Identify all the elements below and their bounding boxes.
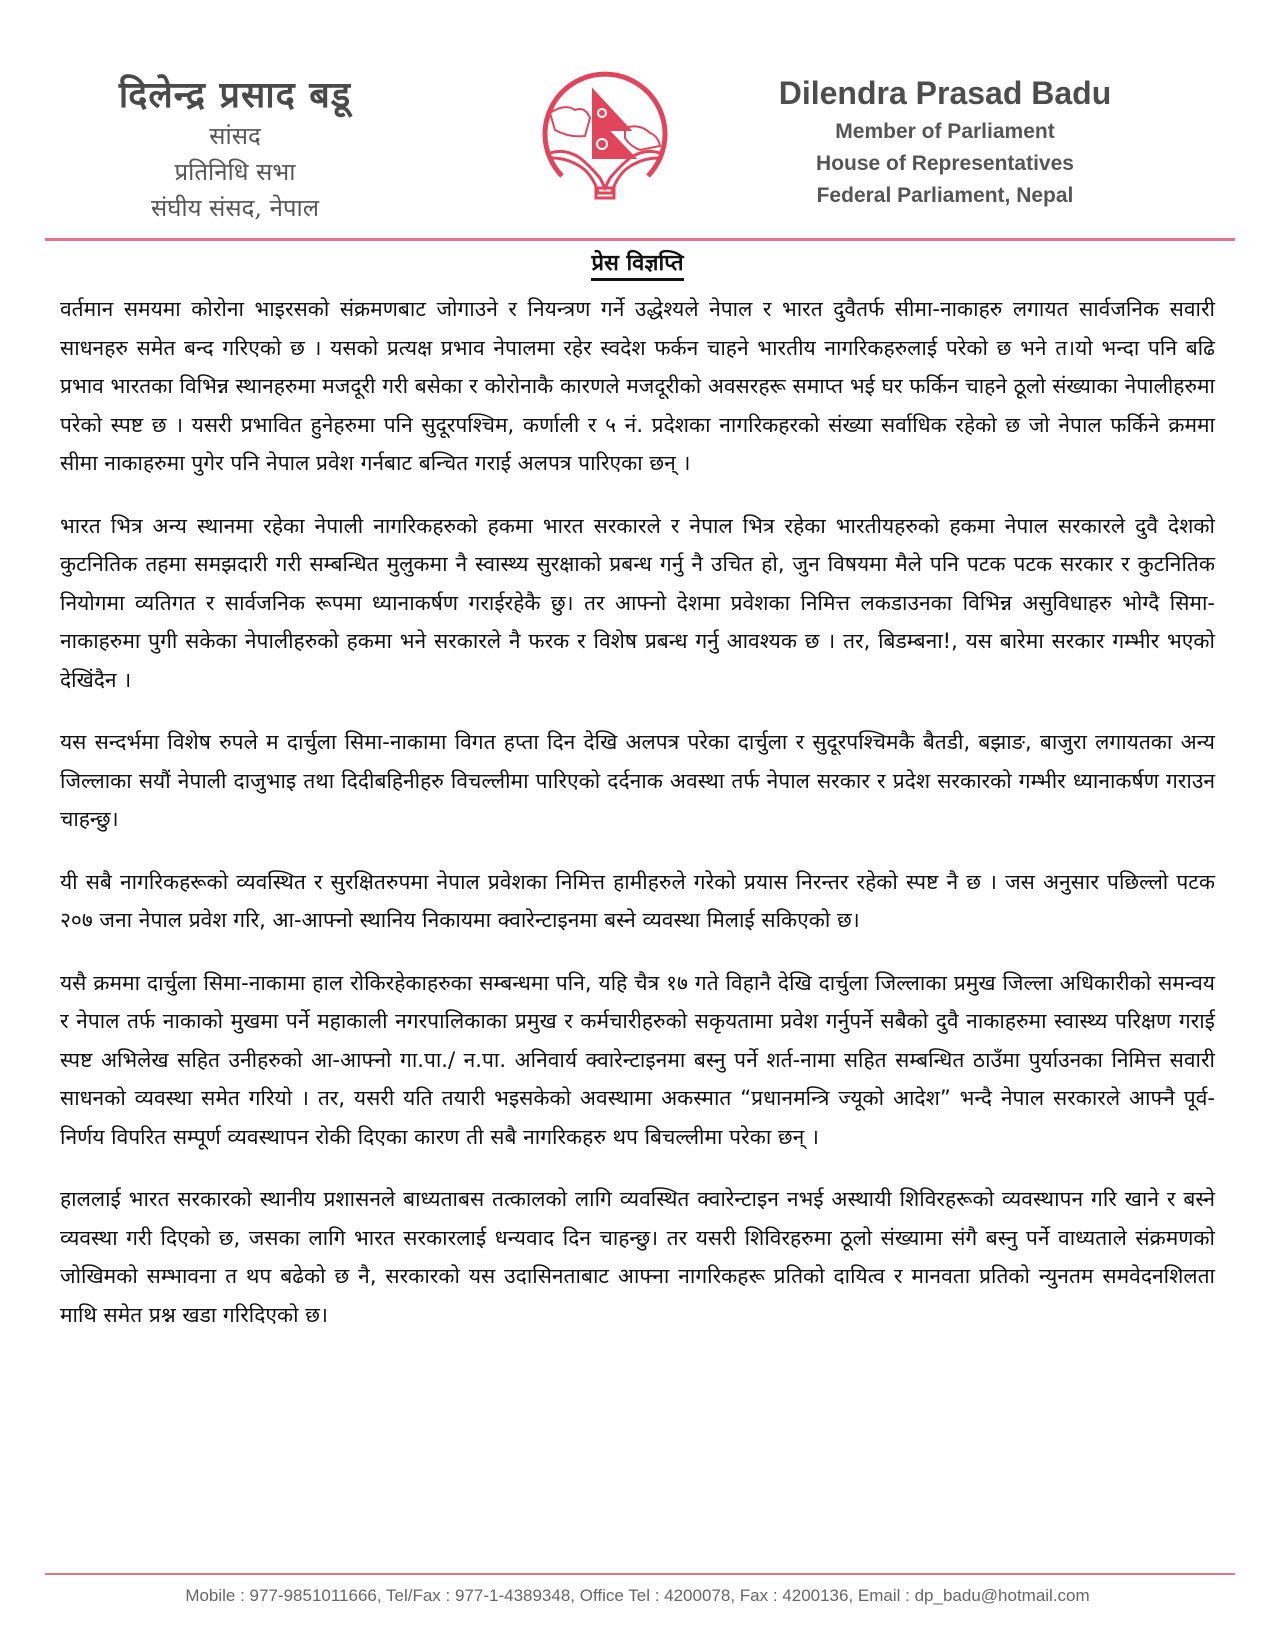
contact-footer: Mobile : 977-9851011666, Tel/Fax : 977-1-4389348, Office Tel : 4200078, Fax : 4200136, Email : dp_badu@hotmail.com <box>185 1586 1090 1605</box>
paragraph: वर्तमान समयमा कोरोना भाइरसको संक्रमणबाट जोगाउने र नियन्त्रण गर्ने उद्धेश्यले नेपाल र भारत दुवैतर्फ सीमा-नाकाहरु लगायत सार्वजनिक सवारी साधनहरु समेत बन्द गरिएको छ । यसको प्रत्यक्ष प्रभाव नेपालमा रहेर स्वदेश फर्कन चाहने भारतीय नागरिकहरुलाई परेको छ भने त।यो भन्दा पनि बढि प्रभाव भारतका विभिन्न स्थानहरुमा मजदूरी गरी बसेका र कोरोनाकै कारणले मजदूरीको अवसरहरू समाप्त भई घर फर्किन चाहने ठूलो संख्याका नेपालीहरुमा परेको स्पष्ट छ । यसरी प्रभावित हुनेहरुमा पनि सुदूरपश्चिम, कर्णाली र ५ नं. प्रदेशका नागरिकहरको संख्या सर्वाधिक रहेको छ जो नेपाल फर्किने क्रममा सीमा नाकाहरुमा पुगेर पनि नेपाल प्रवेश गर्नबाट बन्चित गराई अलपत्र पारिएका छन् । <box>60 297 1215 475</box>
header-divider <box>45 238 1235 241</box>
house-nepali: प्रतिनिधि सभा <box>174 158 296 186</box>
paragraph: भारत भित्र अन्य स्थानमा रहेका नेपाली नागरिकहरुको हकमा भारत सरकारले र नेपाल भित्र रहेका भारतीयहरुको हकमा नेपाल सरकारले दुवै देशको कुटनितिक तहमा समझदारी गरी सम्बन्धित मुलुकमा नै स्वास्थ्य सुरक्षाको प्रबन्ध गर्नु नै उचित हो, जुन विषयमा मैले पनि पटक पटक सरकार र कुटनितिक नियोगमा व्यतिगत र सार्वजनिक रूपमा ध्यानाकर्षण गराईरहेकै छु। तर आफ्नो देशमा प्रवेशका निमित्त लकडाउनका विभिन्न असुविधाहरु भोग्दै सिमा-नाकाहरुमा पुगी सकेका नेपालीहरुको हकमा भने सरकारले नै फरक र विशेष प्रबन्ध गर्नु आवश्यक छ । तर, बिडम्बना!, यस बारेमा सरकार गम्भीर भएको देखिंदैन । <box>60 513 1215 692</box>
house-english: House of Representatives <box>816 152 1074 175</box>
designation-nepali: सांसद <box>209 122 261 150</box>
letterhead-english <box>760 70 1130 212</box>
document-title <box>0 247 1275 277</box>
footer-divider <box>45 1573 1235 1575</box>
nepal-flag-hands-emblem-icon <box>530 58 680 208</box>
paragraph: हाललाई भारत सरकारको स्थानीय प्रशासनले बाध्यताबस तत्कालको लागि व्यवस्थित क्वारेन्टाइन नभई अस्थायी शिविरहरूको व्यवस्थापन गरि खाने र बस्ने व्यवस्था गरी दिएको छ, जसका लागि भारत सरकारलाई धन्यवाद दिन चाहन्छु। तर यसरी शिविरहरुमा ठूलो संख्यामा संगै बस्नु पर्ने वाध्यताले संक्रमणको जोखिमको सम्भावना त थप बढेको छ नै, सरकारको यस उदासिनताबाट आफ्ना नागरिकहरू प्रतिको दायित्व र मानवता प्रतिको न्युनतम समवेदनशिलता माथि समेत प्रश्न खडा गरिदिएको छ। <box>60 1187 1215 1327</box>
press-release-heading: प्रेस विज्ञप्ति <box>591 251 683 281</box>
parliament-english: Federal Parliament, Nepal <box>816 184 1074 207</box>
paragraph: यी सबै नागरिकहरूको व्यवस्थित र सुरक्षितरुपमा नेपाल प्रवेशका निमित्त हामीहरुले गरेको प्रयास निरन्तर रहेको स्पष्ट नै छ । जस अनुसार पछिल्लो पटक २०७ जना नेपाल प्रवेश गरि, आ-आफ्नो स्थानिय निकायमा क्वारेन्टाइनमा बस्ने व्यवस्था मिलाई सकिएको छ। <box>60 869 1215 932</box>
parliament-nepali: संघीय संसद, नेपाल <box>150 194 320 222</box>
letterhead-nepali <box>85 72 385 226</box>
paragraph: यस सन्दर्भमा विशेष रुपले म दार्चुला सिमा-नाकामा विगत हप्ता दिन देखि अलपत्र परेका दार्चुला र सुदूरपश्चिमकै बैतडी, बझाङ, बाजुरा लगायतका अन्य जिल्लाका सयौं नेपाली दाजुभाइ तथा दिदीबहिनीहरु विचल्लीमा पारिएको दर्दनाक अवस्था तर्फ नेपाल सरकार र प्रदेश सरकारको गम्भीर ध्यानाकर्षण गराउन चाहन्छु। <box>60 730 1215 831</box>
mp-name-nepali: दिलेन्द्र प्रसाद बडू <box>118 74 352 116</box>
mp-name-english: Dilendra Prasad Badu <box>778 75 1112 111</box>
paragraph: यसै क्रममा दार्चुला सिमा-नाकामा हाल रोकिरहेकाहरुका सम्बन्धमा पनि, यहि चैत्र १७ गते विहानै देखि दार्चुला जिल्लाका प्रमुख जिल्ला अधिकारीको समन्वय र नेपाल तर्फ नाकाको मुखमा पर्ने महाकाली नगरपालिकाका प्रमुख र कर्मचारीहरुको सकृयतामा प्रवेश गर्नुपर्ने सबैको दुवै नाकाहरुमा स्वास्थ्य परिक्षण गराई स्पष्ट अभिलेख सहित उनीहरुको आ-आफ्नो गा.पा./ न.पा. अनिवार्य क्वारेन्टाइनमा बस्नु पर्ने शर्त-नामा सहित सम्बन्धित ठाउँमा पुर्याउनका निमित्त सवारी साधनको व्यवस्था समेत गरियो । तर, यसरी यति तयारी भइसकेको अवस्थामा अकस्मात “प्रधानमन्त्रि ज्यूको आदेश” भन्दै नेपाल सरकारले आफ्नै पूर्व-निर्णय विपरित सम्पूर्ण व्यवस्थापन रोकी दिएका कारण ती सबै नागरिकहरु थप बिचल्लीमा परेका छन् । <box>60 970 1215 1149</box>
designation-english: Member of Parliament <box>835 120 1055 143</box>
document-body <box>60 290 1215 1358</box>
